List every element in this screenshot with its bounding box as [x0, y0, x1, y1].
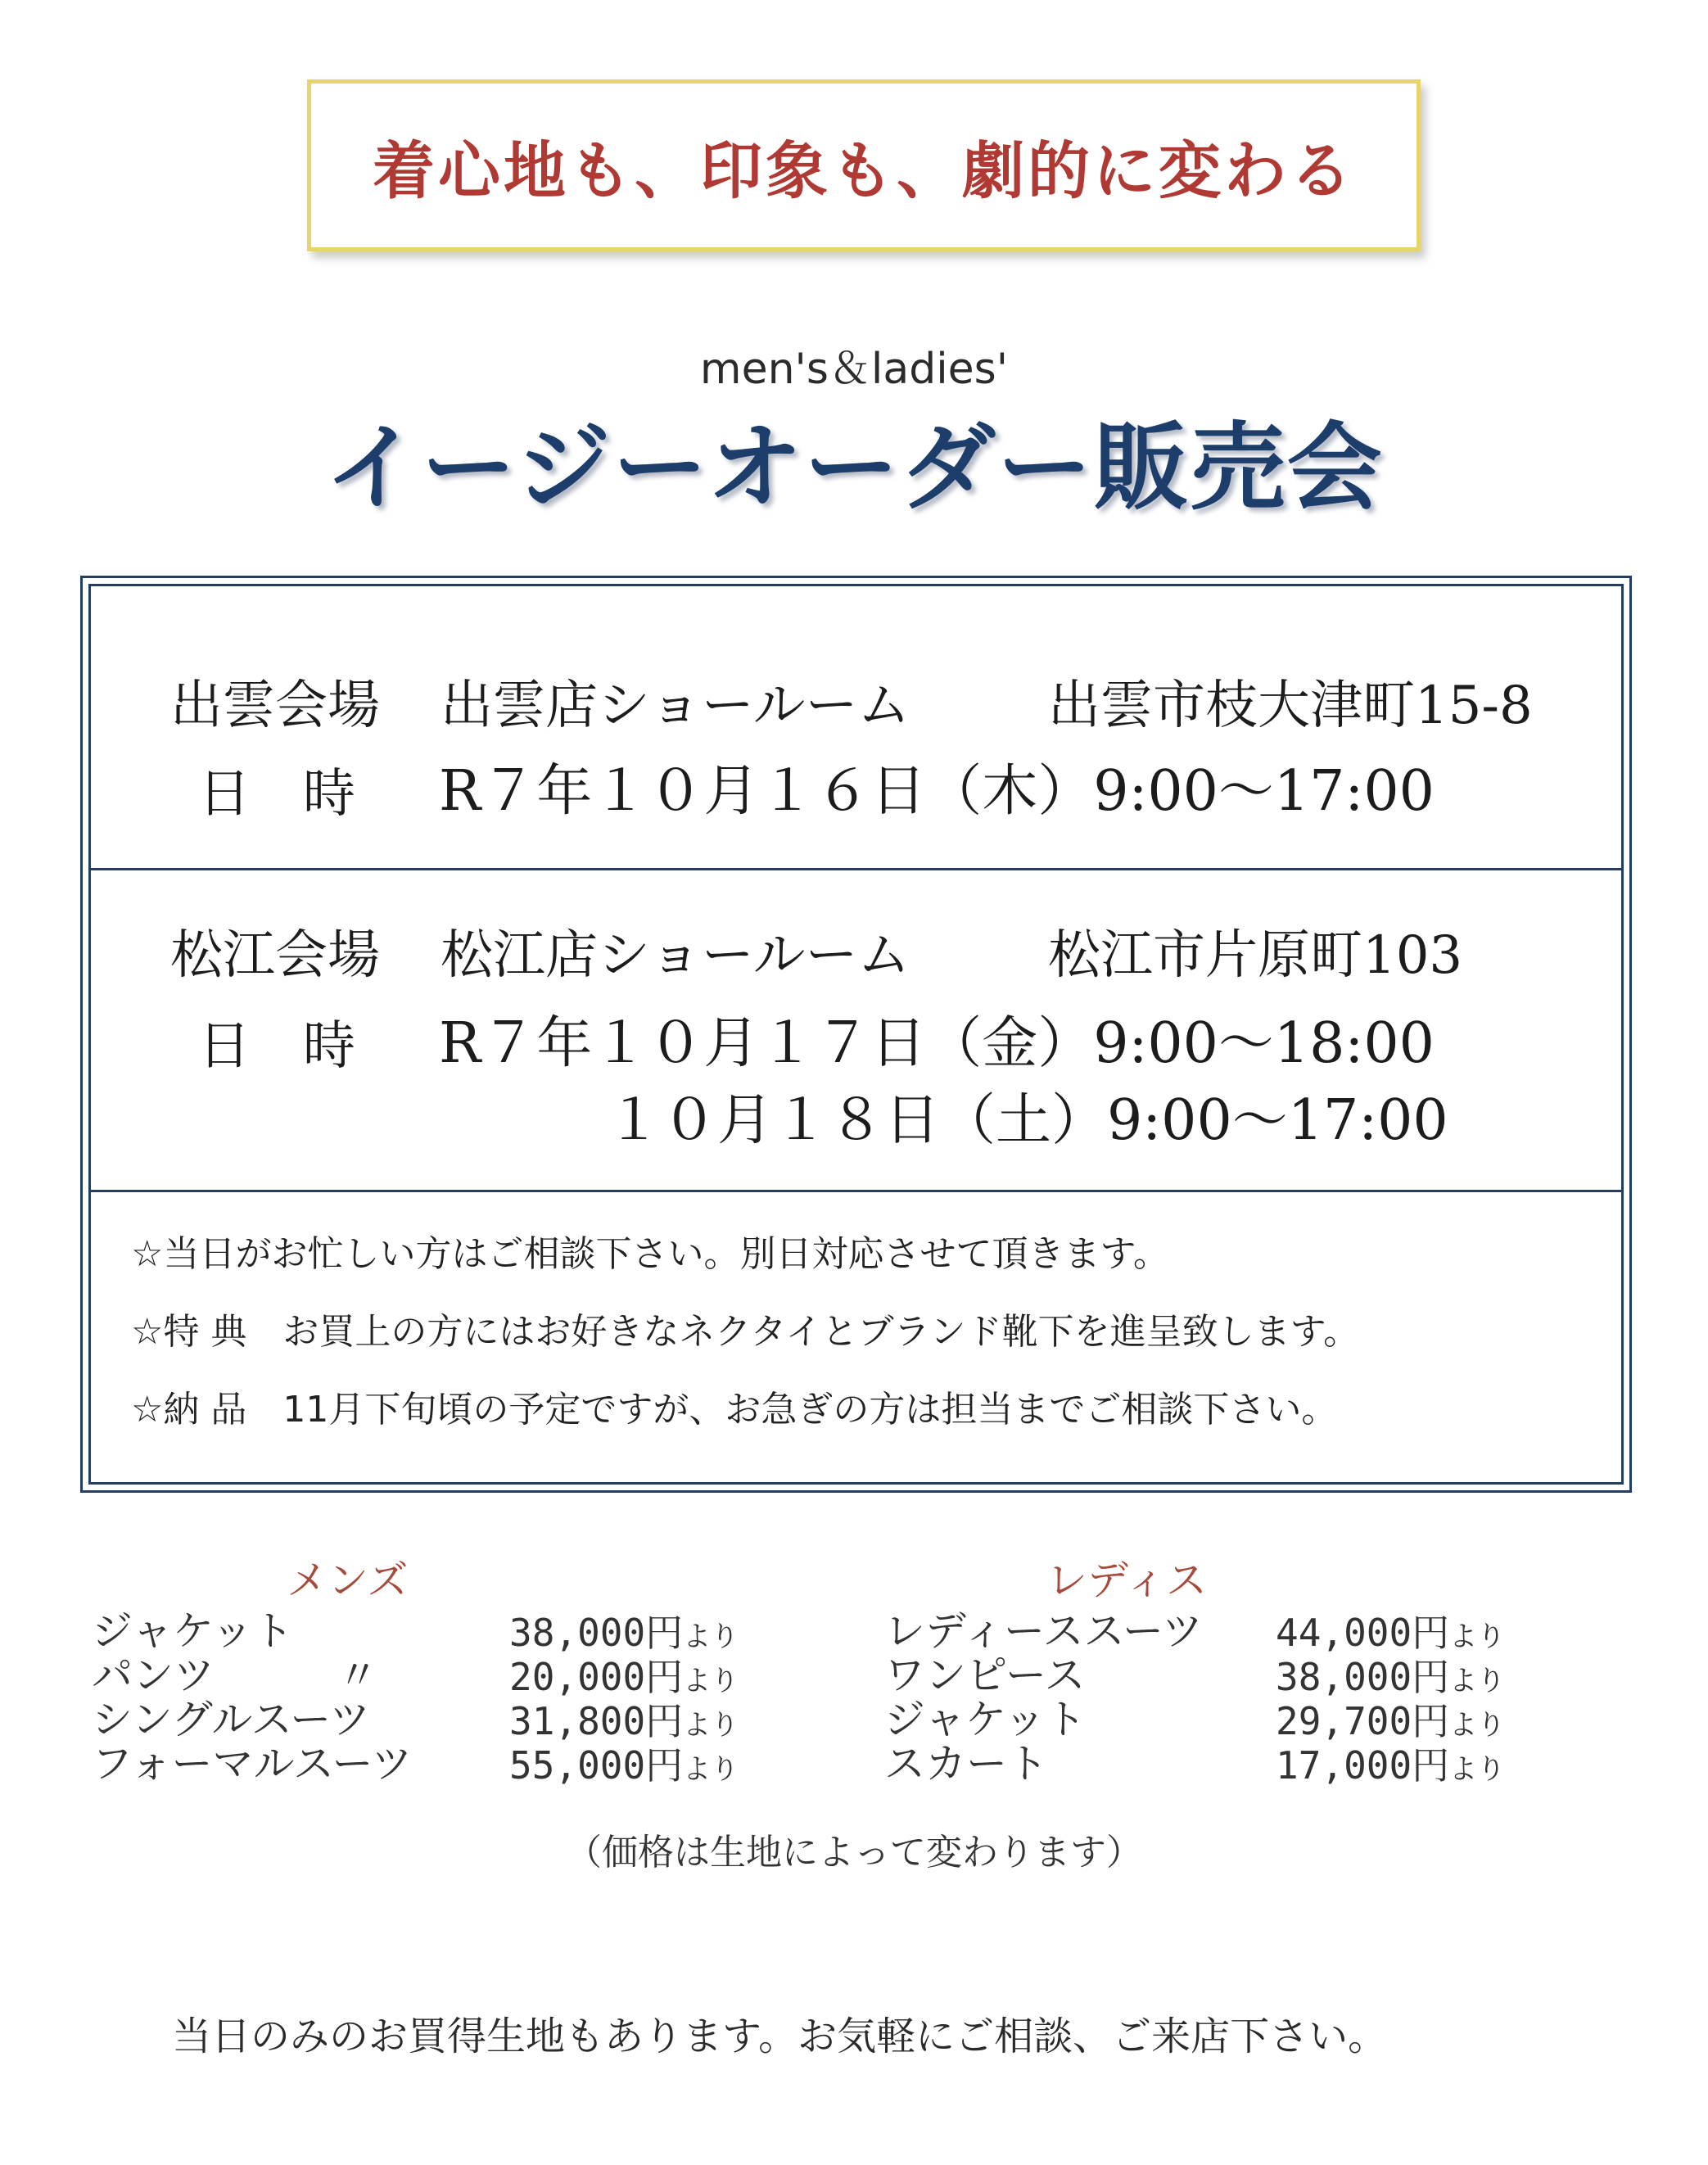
ladies-heading: レディス: [1046, 1557, 1207, 1604]
catchphrase: 着心地も、印象も、劇的に変わる: [373, 133, 1355, 207]
list-item: ジャケット: [884, 1696, 1087, 1743]
subtitle: men's＆ladies': [699, 345, 1009, 394]
matsue-venue-label: 松江会場: [170, 925, 380, 986]
matsue-venue-name: 松江店ショールーム: [441, 925, 910, 986]
list-item: ジャケット: [92, 1607, 294, 1655]
price-value: 38,000円より: [509, 1611, 739, 1655]
list-item: レディーススーツ: [884, 1607, 1203, 1655]
izumo-venue-label: 出雲会場: [170, 676, 380, 736]
price-value: 17,000円より: [1276, 1743, 1506, 1788]
matsue-date-1: R７年１０月１７日（金）9:00～18:00: [439, 1011, 1435, 1076]
list-item: スカート: [884, 1740, 1048, 1788]
divider-line: [88, 1190, 1624, 1192]
list-item: フォーマルスーツ: [92, 1740, 413, 1788]
closing-message: 当日のみのお買得生地もあります。お気軽にご相談、ご来店下さい。: [172, 2014, 1388, 2059]
izumo-venue-name: 出雲店ショールーム: [441, 676, 910, 736]
divider-line: [88, 868, 1624, 870]
note-bonus: ☆特 典 お買上の方にはお好きなネクタイとブランド靴下を進呈致します。: [131, 1311, 1360, 1353]
list-item: シングルスーツ: [92, 1696, 371, 1743]
price-value: 38,000円より: [1276, 1655, 1506, 1699]
list-item: パンツ 〃: [92, 1652, 378, 1699]
price-value: 31,800円より: [509, 1699, 739, 1743]
note-reschedule: ☆当日がお忙しい方はご相談下さい。別日対応させて頂きます。: [131, 1233, 1169, 1275]
matsue-date-2: １０月１８日（土）9:00～17:00: [606, 1088, 1448, 1153]
page-title: イージーオーダー販売会: [324, 412, 1384, 523]
izumo-date: R７年１０月１６日（木）9:00～17:00: [439, 759, 1435, 824]
price-note: （価格は生地によって変わります）: [566, 1832, 1142, 1873]
price-value: 55,000円より: [509, 1743, 739, 1788]
price-value: 29,700円より: [1276, 1699, 1506, 1743]
matsue-datetime-label: 日 時: [198, 1016, 355, 1077]
catchphrase-box: [307, 79, 1421, 251]
izumo-datetime-label: 日 時: [198, 764, 355, 825]
matsue-venue-address: 松江市片原町103: [1048, 925, 1463, 986]
izumo-venue-address: 出雲市枝大津町15-8: [1048, 676, 1533, 736]
note-delivery: ☆納 品 11月下旬頃の予定ですが、お急ぎの方は担当までご相談下さい。: [131, 1389, 1338, 1431]
price-value: 20,000円より: [509, 1655, 739, 1699]
price-value: 44,000円より: [1276, 1611, 1506, 1655]
mens-heading: メンズ: [287, 1557, 409, 1604]
list-item: ワンピース: [884, 1652, 1086, 1699]
